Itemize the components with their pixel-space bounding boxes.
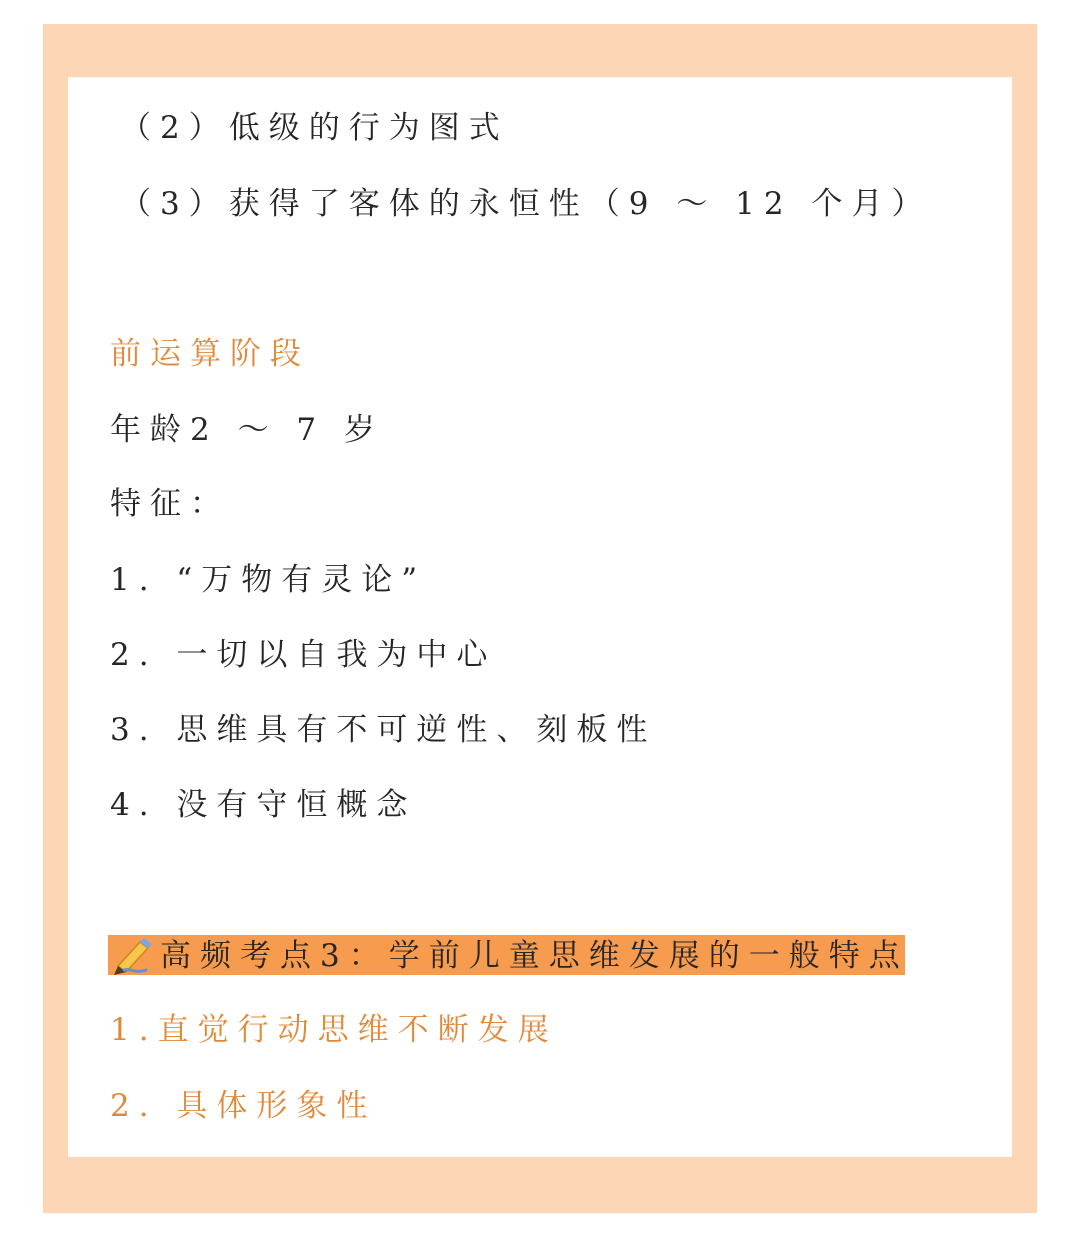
feature-item-1: 1. “万物有灵论”: [110, 562, 427, 598]
note-paper: [68, 77, 1012, 1157]
age-range: 年龄2 ～ 7 岁: [110, 412, 385, 448]
feature-item-2: 2. 一切以自我为中心: [110, 637, 497, 673]
point-2: 2. 具体形象性: [110, 1088, 377, 1124]
stage-point-3: （3）获得了客体的永恒性（9 ～ 12 个月）: [120, 186, 932, 222]
feature-item-4: 4. 没有守恒概念: [110, 787, 417, 823]
point-1: 1.直觉行动思维不断发展: [110, 1012, 558, 1048]
features-label: 特征：: [110, 486, 230, 522]
stage-point-2: （2）低级的行为图式: [120, 110, 509, 146]
feature-item-3: 3. 思维具有不可逆性、刻板性: [110, 712, 657, 748]
pencil-writing-icon: [110, 936, 158, 976]
section-title: 前运算阶段: [110, 336, 310, 372]
highlight-title: 高频考点3：学前儿童思维发展的一般特点: [160, 938, 909, 974]
